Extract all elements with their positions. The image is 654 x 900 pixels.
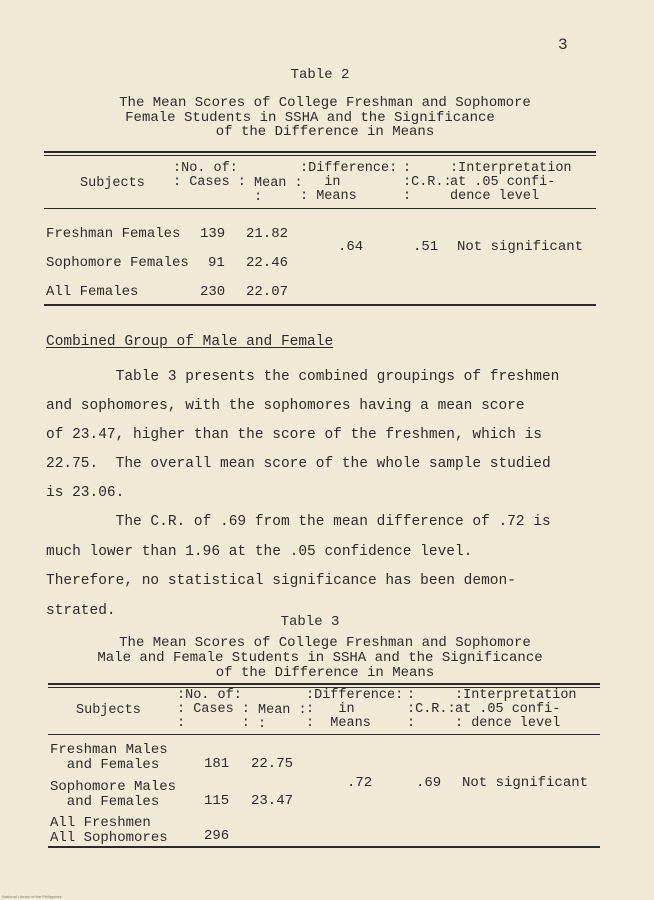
table2-difference-value: .64 xyxy=(338,239,364,255)
table2-title-line-3: of the Difference in Means xyxy=(215,124,435,140)
table3-header-difference: :Difference: : in : Means xyxy=(306,688,404,731)
table3-top-rule xyxy=(48,683,600,685)
table2-title-line-1: The Mean Scores of College Freshman and Sophomore xyxy=(119,95,531,111)
table3-title-line-3: of the Difference in Means xyxy=(215,665,435,681)
table3-header-cases: :No. of: : Cases : : : xyxy=(177,688,250,731)
table2-header-mean: Mean : : xyxy=(254,176,303,205)
table2-interpretation-value: Not significant xyxy=(457,239,584,255)
table2-header-cr: : :C.R.: : xyxy=(403,161,452,204)
table3-difference-value: .72 xyxy=(347,775,373,791)
table3-header-mean: Mean : : xyxy=(258,703,307,732)
table3-row-1-cases: 181 xyxy=(204,756,230,772)
table3-row-2-mean: 23.47 xyxy=(251,793,294,809)
table3-row-2-subject: Sophomore Males and Females xyxy=(50,779,177,810)
table2-title-line-2: Female Students in SSHA and the Significance xyxy=(125,110,495,126)
table3-title-line-1: The Mean Scores of College Freshman and Sophomore xyxy=(119,635,531,651)
table2-row-3-cases: 230 xyxy=(200,284,226,300)
table2-row-2-mean: 22.46 xyxy=(246,255,289,271)
table3-header-rule xyxy=(48,734,600,735)
table3-label: Table 3 xyxy=(280,614,340,630)
table2-row-3-subject: All Females xyxy=(46,284,139,300)
table2-row-3-mean: 22.07 xyxy=(246,284,289,300)
table2-label: Table 2 xyxy=(290,67,350,83)
table2-header-difference: :Difference: in : Means xyxy=(300,161,398,204)
table2-header-subjects: Subjects xyxy=(80,176,145,191)
table2-row-2-cases: 91 xyxy=(208,255,225,271)
table3-title-line-2: Male and Female Students in SSHA and the Significance xyxy=(97,650,543,666)
table3-header-subjects: Subjects xyxy=(76,703,141,718)
table2-cr-value: .51 xyxy=(413,239,439,255)
table2-row-2-subject: Sophomore Females xyxy=(46,255,189,271)
table3-row-3-cases: 296 xyxy=(204,828,230,844)
table3-header-interpretation: :Interpretation at .05 confi- : dence level xyxy=(455,688,577,731)
table2-row-1-cases: 139 xyxy=(200,226,226,242)
page-number: 3 xyxy=(558,36,568,54)
table2-header-rule xyxy=(44,208,596,209)
library-footer: National Library of the Philippines xyxy=(2,894,62,899)
table3-row-3-subject: All Freshmen All Sophomores xyxy=(50,815,168,846)
table3-header-cr: : :C.R.: : xyxy=(407,688,456,731)
table3-row-2-cases: 115 xyxy=(204,793,230,809)
table3-row-1-subject: Freshman Males and Females xyxy=(50,742,168,773)
table3-row-1-mean: 22.75 xyxy=(251,756,294,772)
table2-header-interpretation: :Interpretation at .05 confi- dence level xyxy=(450,161,572,204)
section-paragraph-2: The C.R. of .69 from the mean difference of .72 is much lower than 1.96 at the .05 confidence level. Therefore, no statistical significance has been demon- strated. xyxy=(46,514,551,619)
table3-bottom-rule xyxy=(48,846,600,848)
section-heading: Combined Group of Male and Female xyxy=(46,334,334,350)
table2-top-rule-2 xyxy=(44,155,596,156)
table3-interpretation-value: Not significant xyxy=(462,775,589,791)
table2-row-1-subject: Freshman Females xyxy=(46,226,181,242)
table2-bottom-rule xyxy=(44,304,596,306)
table2-top-rule xyxy=(44,151,596,153)
section-paragraph-1: Table 3 presents the combined groupings of freshmen and sophomores, with the sophomores having a mean score of 23.47, higher than the score of the freshmen, which is 22.75. The overall mean score of the whole sample studied is 23.06. xyxy=(46,369,560,501)
table2-header-cases: :No. of: : Cases : xyxy=(173,161,246,190)
table3-cr-value: .69 xyxy=(416,775,442,791)
table2-row-1-mean: 21.82 xyxy=(246,226,289,242)
